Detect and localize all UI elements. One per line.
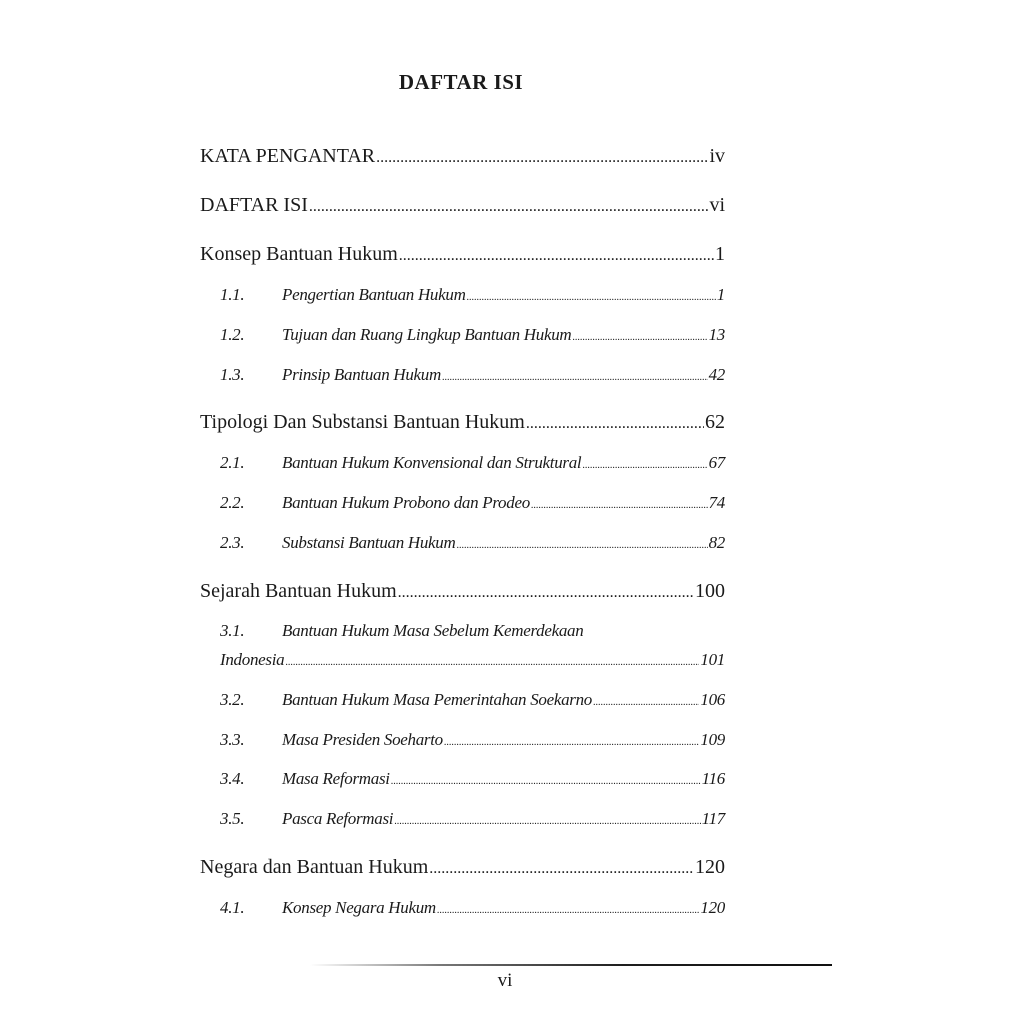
- toc-section-3-5[interactable]: [200, 809, 725, 829]
- toc-chapter-1[interactable]: [200, 243, 725, 266]
- toc-section-1-2[interactable]: [200, 325, 725, 345]
- toc-chapter-label: Sejarah Bantuan Hukum: [200, 580, 397, 602]
- toc-section-page: 67: [708, 453, 725, 472]
- toc-chapter-label: Negara dan Bantuan Hukum: [200, 856, 429, 878]
- toc-section-page: 106: [700, 690, 725, 709]
- toc-section-number: 3.1.: [220, 621, 245, 640]
- toc-section-page: 117: [701, 809, 725, 828]
- toc-section-page: 82: [708, 533, 725, 552]
- leader-dots: [572, 332, 707, 343]
- toc-section-2-3[interactable]: [200, 533, 725, 553]
- toc-section-label: Substansi Bantuan Hukum: [282, 533, 456, 552]
- toc-chapter-page: 120: [695, 856, 725, 878]
- toc-chapter-label: Konsep Bantuan Hukum: [200, 243, 398, 265]
- toc-section-label: Masa Reformasi: [282, 769, 390, 788]
- toc-entry-label: KATA PENGANTAR: [200, 145, 376, 167]
- toc-entry-label: DAFTAR ISI: [200, 194, 308, 216]
- toc-chapter-page: 1: [715, 243, 725, 265]
- leader-dots: [309, 198, 709, 216]
- toc-section-4-1[interactable]: [200, 898, 725, 918]
- toc-entry-daftar-isi[interactable]: [200, 194, 725, 217]
- leader-dots: [399, 247, 714, 265]
- leader-dots: [429, 860, 694, 878]
- toc-section-number: 4.1.: [220, 898, 245, 917]
- toc-chapter-4[interactable]: [200, 856, 725, 879]
- toc-section-label-continued: Indonesia: [220, 650, 285, 669]
- toc-section-number: 1.1.: [220, 285, 245, 304]
- toc-section-number: 2.3.: [220, 533, 245, 552]
- leader-dots: [526, 415, 704, 433]
- toc-section-label: Konsep Negara Hukum: [282, 898, 436, 917]
- toc-section-number: 3.3.: [220, 730, 245, 749]
- leader-dots: [285, 657, 699, 668]
- toc-section-page: 101: [700, 650, 725, 669]
- toc-entry-page: vi: [709, 194, 725, 216]
- toc-section-page: 109: [700, 730, 725, 749]
- leader-dots: [582, 460, 707, 471]
- leader-dots: [593, 697, 699, 708]
- toc-section-label: Bantuan Hukum Masa Sebelum Kemerdekaan: [282, 621, 584, 640]
- toc-section-3-2[interactable]: [200, 690, 725, 710]
- toc-section-page: 116: [701, 769, 725, 788]
- toc-entry-page: iv: [709, 145, 725, 167]
- page-title: DAFTAR ISI: [398, 70, 524, 94]
- toc-section-page: 13: [708, 325, 725, 344]
- toc-section-page: 74: [708, 493, 725, 512]
- toc-chapter-page: 100: [695, 580, 725, 602]
- toc-chapter-2[interactable]: [200, 411, 725, 434]
- toc-section-number: 3.2.: [220, 690, 245, 709]
- toc-section-number: 3.5.: [220, 809, 245, 828]
- leader-dots: [442, 372, 708, 383]
- toc-section-number: 1.2.: [220, 325, 245, 344]
- toc-section-1-1[interactable]: [200, 285, 725, 305]
- leader-dots: [457, 540, 708, 551]
- toc-section-page: 120: [700, 898, 725, 917]
- leader-dots: [437, 905, 699, 916]
- leader-dots: [394, 816, 700, 827]
- leader-dots: [467, 292, 716, 303]
- toc-section-1-3[interactable]: [200, 365, 725, 385]
- toc-chapter-page: 62: [705, 411, 725, 433]
- toc-section-number: 3.4.: [220, 769, 245, 788]
- leader-dots: [398, 584, 694, 602]
- toc-chapter-label: Tipologi Dan Substansi Bantuan Hukum: [200, 411, 525, 433]
- toc-section-number: 2.1.: [220, 453, 245, 472]
- leader-dots: [444, 737, 700, 748]
- toc-section-label: Tujuan dan Ruang Lingkup Bantuan Hukum: [282, 325, 572, 344]
- footer-divider: [310, 964, 832, 966]
- toc-section-label: Pasca Reformasi: [282, 809, 394, 828]
- toc-section-label: Masa Presiden Soeharto: [282, 730, 443, 749]
- toc-section-label: Pengertian Bantuan Hukum: [282, 285, 466, 304]
- toc-section-3-3[interactable]: [200, 730, 725, 750]
- toc-section-label: Bantuan Hukum Masa Pemerintahan Soekarno: [282, 690, 593, 709]
- toc-section-3-1[interactable]: [200, 621, 725, 641]
- toc-section-page: 42: [708, 365, 725, 384]
- toc-section-3-4[interactable]: [200, 769, 725, 789]
- toc-section-label: Bantuan Hukum Konvensional dan Struktural: [282, 453, 582, 472]
- toc-section-label: Prinsip Bantuan Hukum: [282, 365, 441, 384]
- toc-section-2-1[interactable]: [200, 453, 725, 473]
- footer-page-number: vi: [497, 970, 513, 991]
- leader-dots: [391, 776, 701, 787]
- toc-section-page: 1: [716, 285, 725, 304]
- toc-entry-kata-pengantar[interactable]: [200, 145, 725, 168]
- toc-section-number: 1.3.: [220, 365, 245, 384]
- toc-section-label: Bantuan Hukum Probono dan Prodeo: [282, 493, 530, 512]
- leader-dots: [531, 500, 708, 511]
- toc-section-2-2[interactable]: [200, 493, 725, 513]
- toc-section-3-1-continued[interactable]: [200, 650, 725, 670]
- toc-section-number: 2.2.: [220, 493, 245, 512]
- toc-chapter-3[interactable]: [200, 580, 725, 603]
- leader-dots: [376, 149, 708, 167]
